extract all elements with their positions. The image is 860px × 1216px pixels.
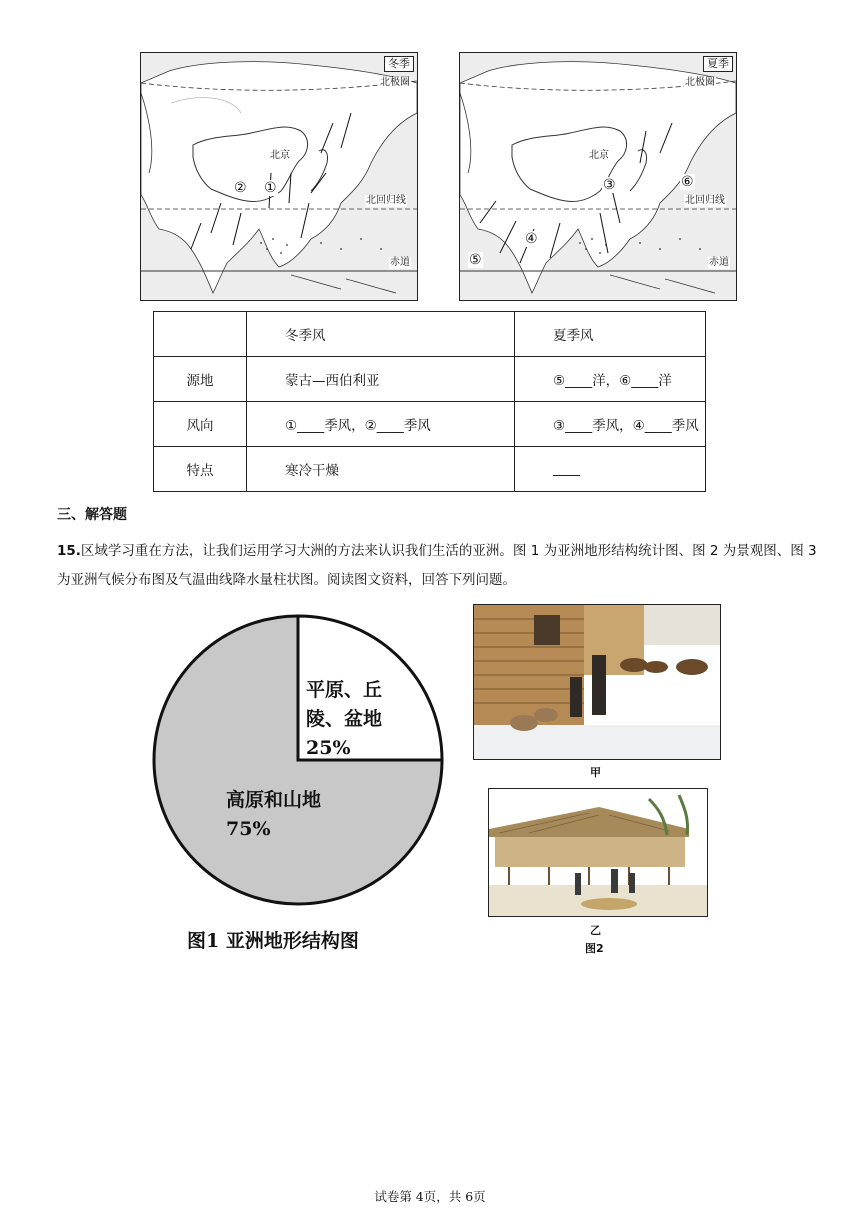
winter-mark-2: ② [234,180,247,196]
pie-label-line: 陵、盆地 [306,708,383,730]
winter-tropic-label: 北回归线 [366,195,406,206]
table-cell: ____ [515,447,706,492]
summer-tropic-label: 北回归线 [685,195,725,206]
summer-season-tag: 夏季 [703,56,733,72]
winter-beijing-label: 北京 [270,150,290,161]
table-header-row [154,312,706,357]
pie-label-plains [306,676,382,763]
question-15 [57,537,817,595]
figure1-title: 图1 亚洲地形结构图 [187,930,359,952]
winter-mark-1: ① [264,180,277,196]
table-cell: 源地 [154,357,247,402]
landscape-photo-a [473,604,721,760]
summer-arctic-label: 北极圈 [685,77,715,88]
monsoon-table [153,311,706,492]
table-cell: 冬季风 [247,312,515,357]
table-cell: 风向 [154,402,247,447]
pie-label-plateau [226,786,321,844]
table-cell: ①____季风，②____季风 [247,402,515,447]
question-number: 15. [57,543,81,559]
page-footer: 试卷第 4页，共 6页 [374,1189,486,1204]
summer-mark-6: ⑥ [681,174,694,190]
pie-label-line: 75% [226,818,271,840]
terrain-pie-chart [150,612,450,912]
summer-map-drawing [460,53,736,300]
winter-map-drawing [141,53,417,300]
summer-mark-3: ③ [603,177,616,193]
table-cell: 夏季风 [515,312,706,357]
question-text: 区域学习重在方法，让我们运用学习大洲的方法来认识我们生活的亚洲。图 1 为亚洲地形结构统计图、图 2 为景观图、图 3 为亚洲气候分布图及气温曲线降水量柱状图。阅读图文资料，回答下列问题。 [57,543,817,588]
pie-label-line: 高原和山地 [226,789,322,811]
summer-equator-label: 赤道 [709,257,729,268]
winter-monsoon-map [140,52,418,301]
table-cell: ⑤____洋，⑥____洋 [515,357,706,402]
photo-b-caption: 乙 [590,924,601,937]
landscape-photo-b [488,788,708,917]
tropical-stilt-house-illustration [489,789,707,916]
table-cell [154,312,247,357]
table-row [154,357,706,402]
summer-mark-4: ④ [525,231,538,247]
figure2-title: 图2 [585,942,604,955]
table-cell: 蒙古—西伯利亚 [247,357,515,402]
table-row [154,402,706,447]
pie-label-line: 25% [306,737,351,759]
summer-monsoon-map [459,52,737,301]
table-cell: ③____季风，④____季风 [515,402,706,447]
summer-mark-5: ⑤ [469,252,482,268]
tundra-village-illustration [474,605,720,759]
summer-beijing-label: 北京 [589,150,609,161]
section-title: 三、解答题 [57,507,127,523]
pie-label-line: 平原、丘 [306,679,383,701]
photo-a-caption: 甲 [590,766,601,779]
table-row [154,447,706,492]
table-cell: 特点 [154,447,247,492]
table-cell: 寒冷干燥 [247,447,515,492]
winter-equator-label: 赤道 [390,257,410,268]
winter-arctic-label: 北极圈 [380,77,410,88]
winter-season-tag: 冬季 [384,56,414,72]
